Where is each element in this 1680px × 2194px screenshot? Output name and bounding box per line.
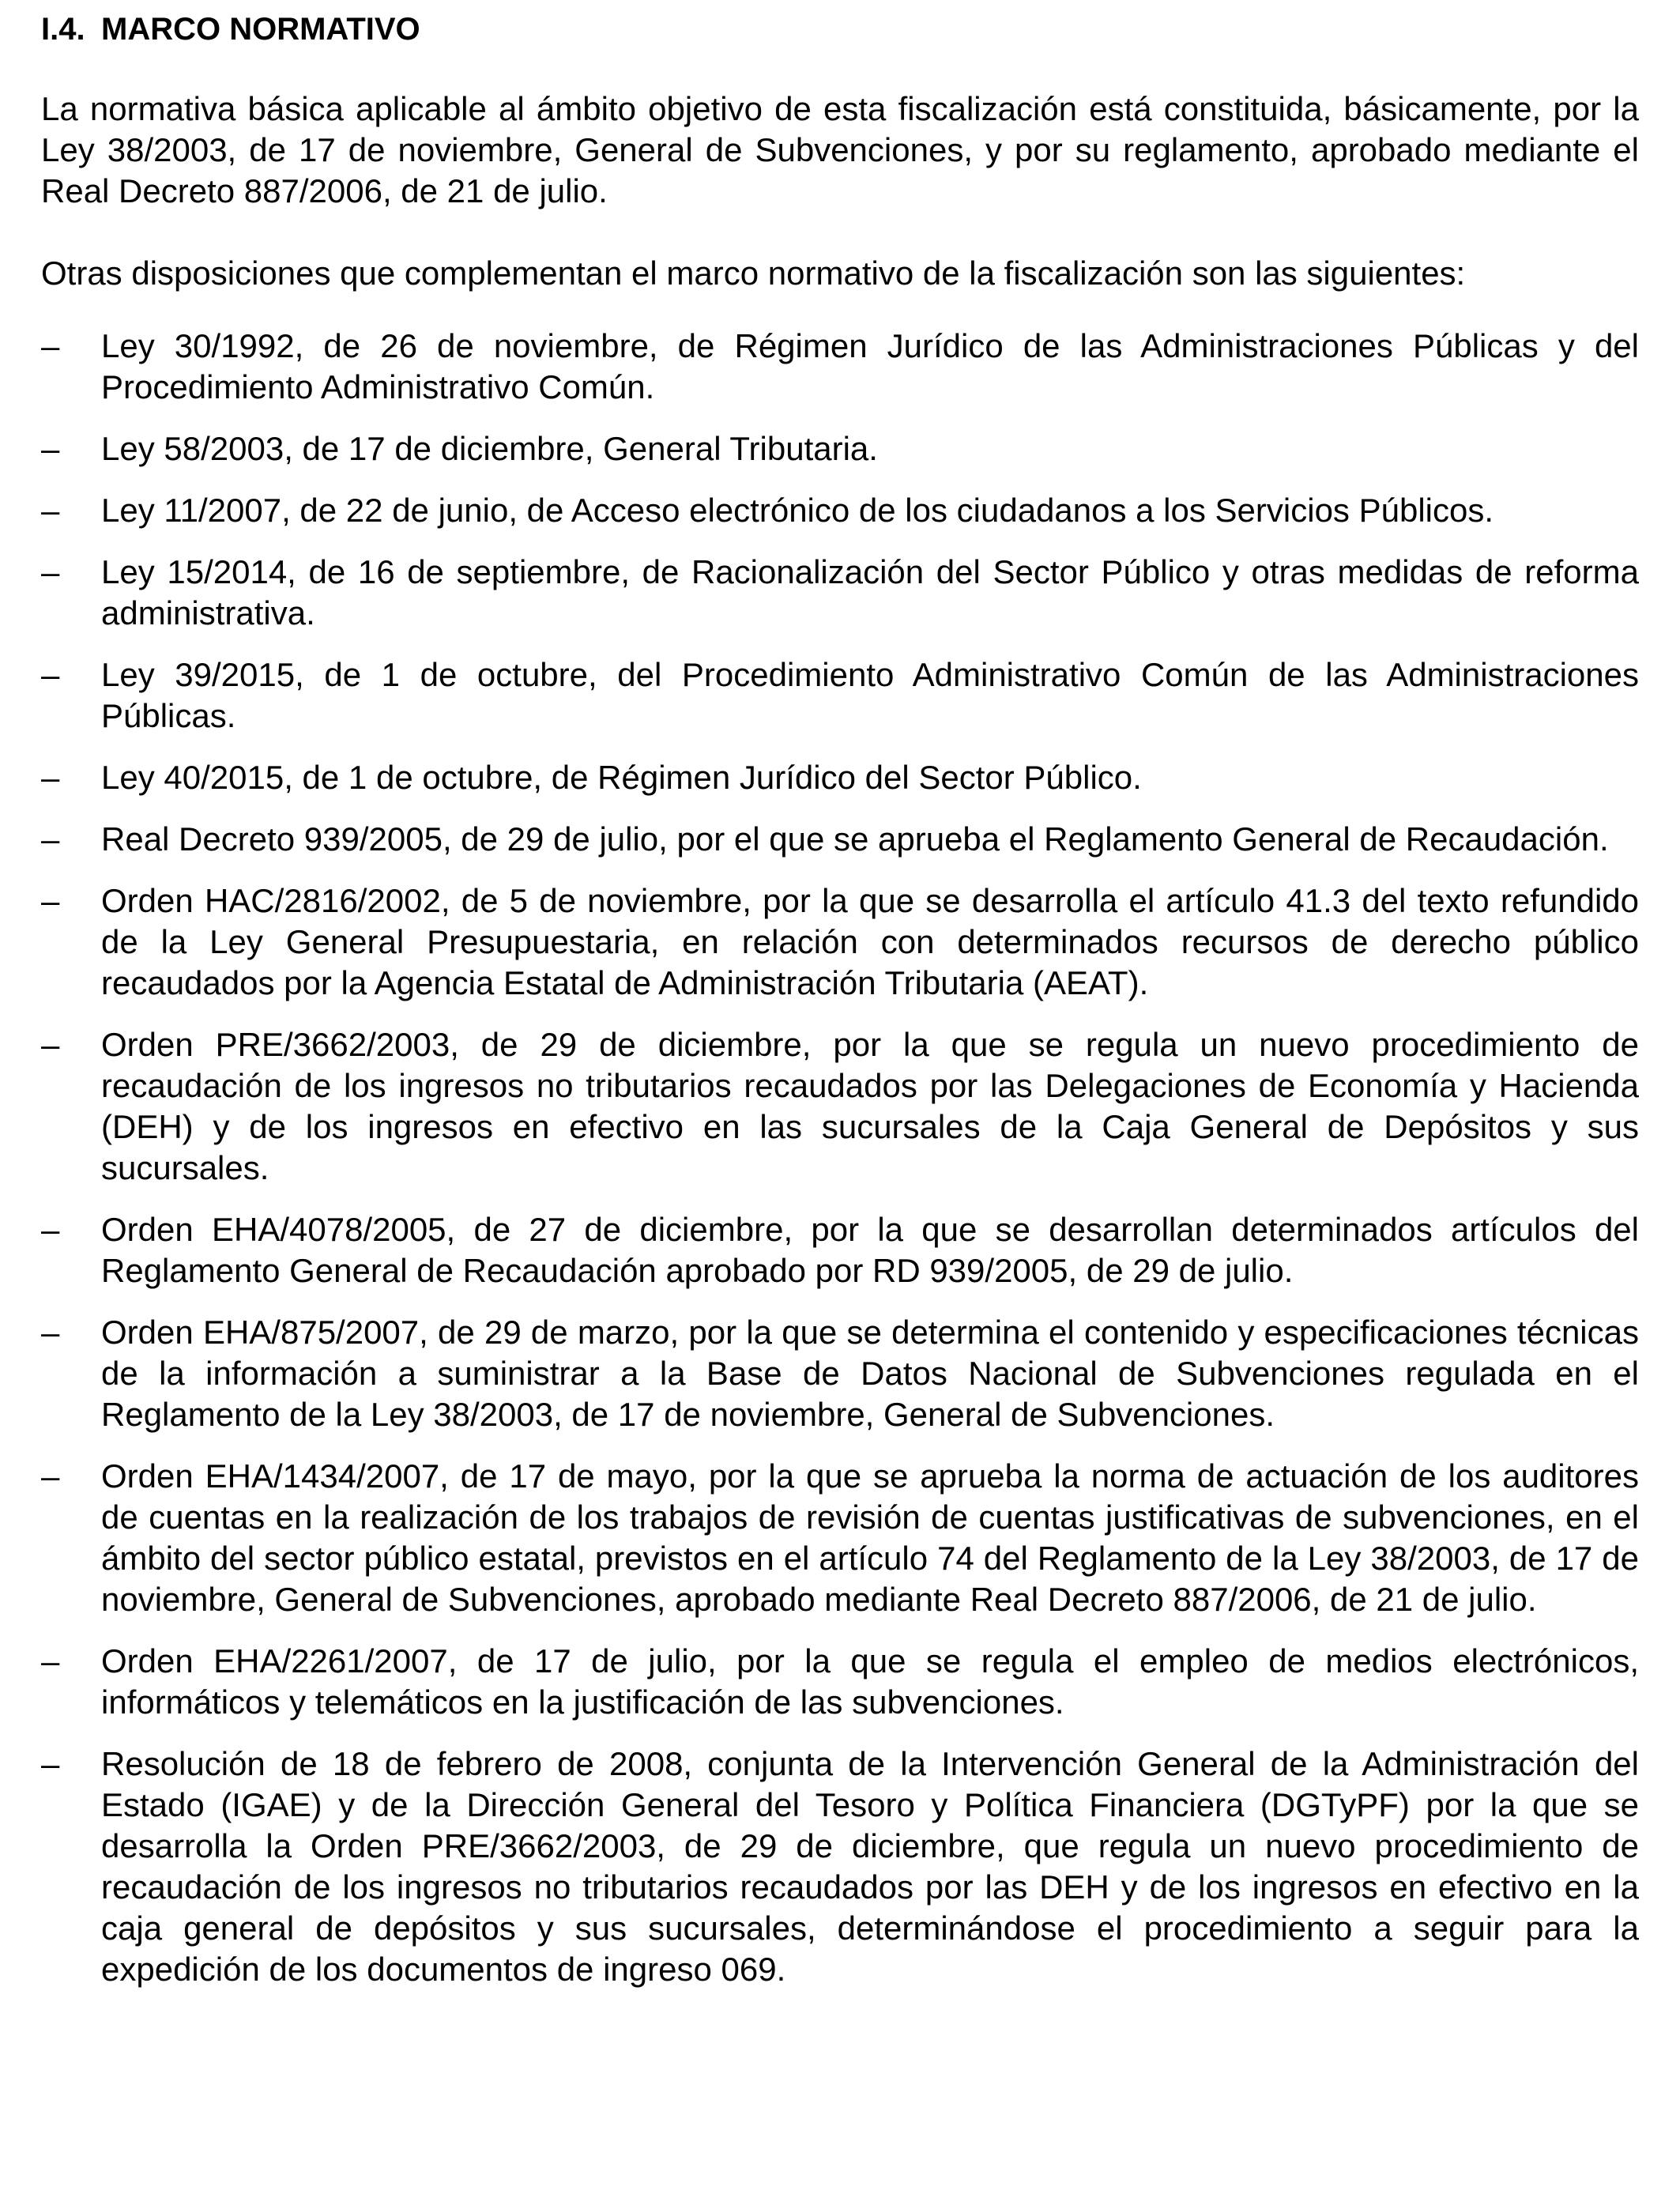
regulations-list bbox=[41, 326, 1639, 1990]
dash-bullet-icon: – bbox=[41, 430, 60, 467]
regulation-text: Orden EHA/4078/2005, de 27 de diciembre, por la que se desarrollan determinados artículos del Reglamento General de Recaudación aprobado por RD 939/2005, de 29 de julio. bbox=[101, 1211, 1639, 1289]
regulation-item bbox=[41, 1024, 1639, 1189]
dash-bullet-icon: – bbox=[41, 1745, 60, 1782]
dash-bullet-icon: – bbox=[41, 492, 60, 529]
intro-paragraph: La normativa básica aplicable al ámbito objetivo de esta fiscalización está constituida, básicamente, por la Ley 38/2003, de 17 de noviembre, General de Subvenciones, y por su reglamento, aprobado mediante el Real Decreto 887/2006, de 21 de julio. bbox=[41, 90, 1639, 209]
dash-bullet-icon: – bbox=[41, 759, 60, 796]
dash-bullet-icon: – bbox=[41, 1642, 60, 1679]
regulation-text: Orden EHA/2261/2007, de 17 de julio, por la que se regula el empleo de medios electrónicos, informáticos y telemáticos en la justificación de las subvenciones. bbox=[101, 1642, 1639, 1721]
regulation-text: Orden EHA/1434/2007, de 17 de mayo, por la que se aprueba la norma de actuación de los auditores de cuentas en la realización de los trabajos de revisión de cuentas justificativas de subvenciones, en el ámbito del sector público estatal, previstos en el artículo 74 del Reglamento de la Ley 38/2003, de 17 de noviembre, General de Subvenciones, aprobado mediante Real Decreto 887/2006, de 21 de julio. bbox=[101, 1457, 1639, 1618]
regulation-text: Ley 39/2015, de 1 de octubre, del Procedimiento Administrativo Común de las Administraciones Públicas. bbox=[101, 656, 1639, 734]
regulation-text: Ley 11/2007, de 22 de junio, de Acceso electrónico de los ciudadanos a los Servicios Públicos. bbox=[101, 492, 1494, 529]
regulation-item bbox=[41, 880, 1639, 1004]
section-title: MARCO NORMATIVO bbox=[101, 12, 420, 47]
dash-bullet-icon: – bbox=[41, 1314, 60, 1351]
dash-bullet-icon: – bbox=[41, 1026, 60, 1063]
dash-bullet-icon: – bbox=[41, 656, 60, 693]
regulation-text: Ley 58/2003, de 17 de diciembre, General Tributaria. bbox=[101, 430, 878, 467]
document-page bbox=[41, 11, 1639, 2011]
section-heading bbox=[41, 11, 1639, 47]
regulation-item bbox=[41, 757, 1639, 798]
regulation-text: Orden HAC/2816/2002, de 5 de noviembre, por la que se desarrolla el artículo 41.3 del texto refundido de la Ley General Presupuestaria, en relación con determinados recursos de derecho público recaudados por la Agencia Estatal de Administración Tributaria (AEAT). bbox=[101, 882, 1639, 1001]
regulation-text: Orden PRE/3662/2003, de 29 de diciembre, por la que se regula un nuevo procedimiento de recaudación de los ingresos no tributarios recaudados por las Delegaciones de Economía y Hacienda (DEH) y de los ingresos en efectivo en las sucursales de la Caja General de Depósitos y sus sucursales. bbox=[101, 1026, 1639, 1186]
regulation-text: Ley 40/2015, de 1 de octubre, de Régimen Jurídico del Sector Público. bbox=[101, 759, 1142, 796]
regulation-item bbox=[41, 1456, 1639, 1620]
regulation-item bbox=[41, 1641, 1639, 1723]
dash-bullet-icon: – bbox=[41, 1211, 60, 1248]
regulation-text: Ley 15/2014, de 16 de septiembre, de Racionalización del Sector Público y otras medidas de reforma administrativa. bbox=[101, 553, 1639, 631]
dash-bullet-icon: – bbox=[41, 882, 60, 919]
regulation-item bbox=[41, 1209, 1639, 1291]
section-number: I.4. bbox=[41, 12, 85, 47]
regulation-item bbox=[41, 326, 1639, 408]
dash-bullet-icon: – bbox=[41, 327, 60, 364]
regulation-text: Resolución de 18 de febrero de 2008, conjunta de la Intervención General de la Administración del Estado (IGAE) y de la Dirección General del Tesoro y Política Financiera (DGTyPF) por la que se desarrolla la Orden PRE/3662/2003, de 29 de diciembre, que regula un nuevo procedimiento de recaudación de los ingresos no tributarios recaudados por las DEH y de los ingresos en efectivo en la caja general de depósitos y sus sucursales, determinándose el procedimiento a seguir para la expedición de los documentos de ingreso 069. bbox=[101, 1745, 1639, 1988]
regulation-item bbox=[41, 1744, 1639, 1990]
regulation-item bbox=[41, 819, 1639, 860]
regulation-item bbox=[41, 552, 1639, 634]
dash-bullet-icon: – bbox=[41, 553, 60, 590]
regulation-text: Real Decreto 939/2005, de 29 de julio, por el que se aprueba el Reglamento General de Recaudación. bbox=[101, 820, 1609, 858]
regulation-item bbox=[41, 654, 1639, 737]
regulation-text: Orden EHA/875/2007, de 29 de marzo, por la que se determina el contenido y especificaciones técnicas de la información a suministrar a la Base de Datos Nacional de Subvenciones regulada en el Reglamento de la Ley 38/2003, de 17 de noviembre, General de Subvenciones. bbox=[101, 1314, 1639, 1433]
list-intro-paragraph: Otras disposiciones que complementan el marco normativo de la fiscalización son las siguientes: bbox=[41, 254, 1466, 292]
regulation-text: Ley 30/1992, de 26 de noviembre, de Régimen Jurídico de las Administraciones Públicas y del Procedimiento Administrativo Común. bbox=[101, 327, 1639, 405]
dash-bullet-icon: – bbox=[41, 820, 60, 858]
regulation-item bbox=[41, 490, 1639, 531]
dash-bullet-icon: – bbox=[41, 1457, 60, 1495]
regulation-item bbox=[41, 1312, 1639, 1435]
regulation-item bbox=[41, 428, 1639, 469]
